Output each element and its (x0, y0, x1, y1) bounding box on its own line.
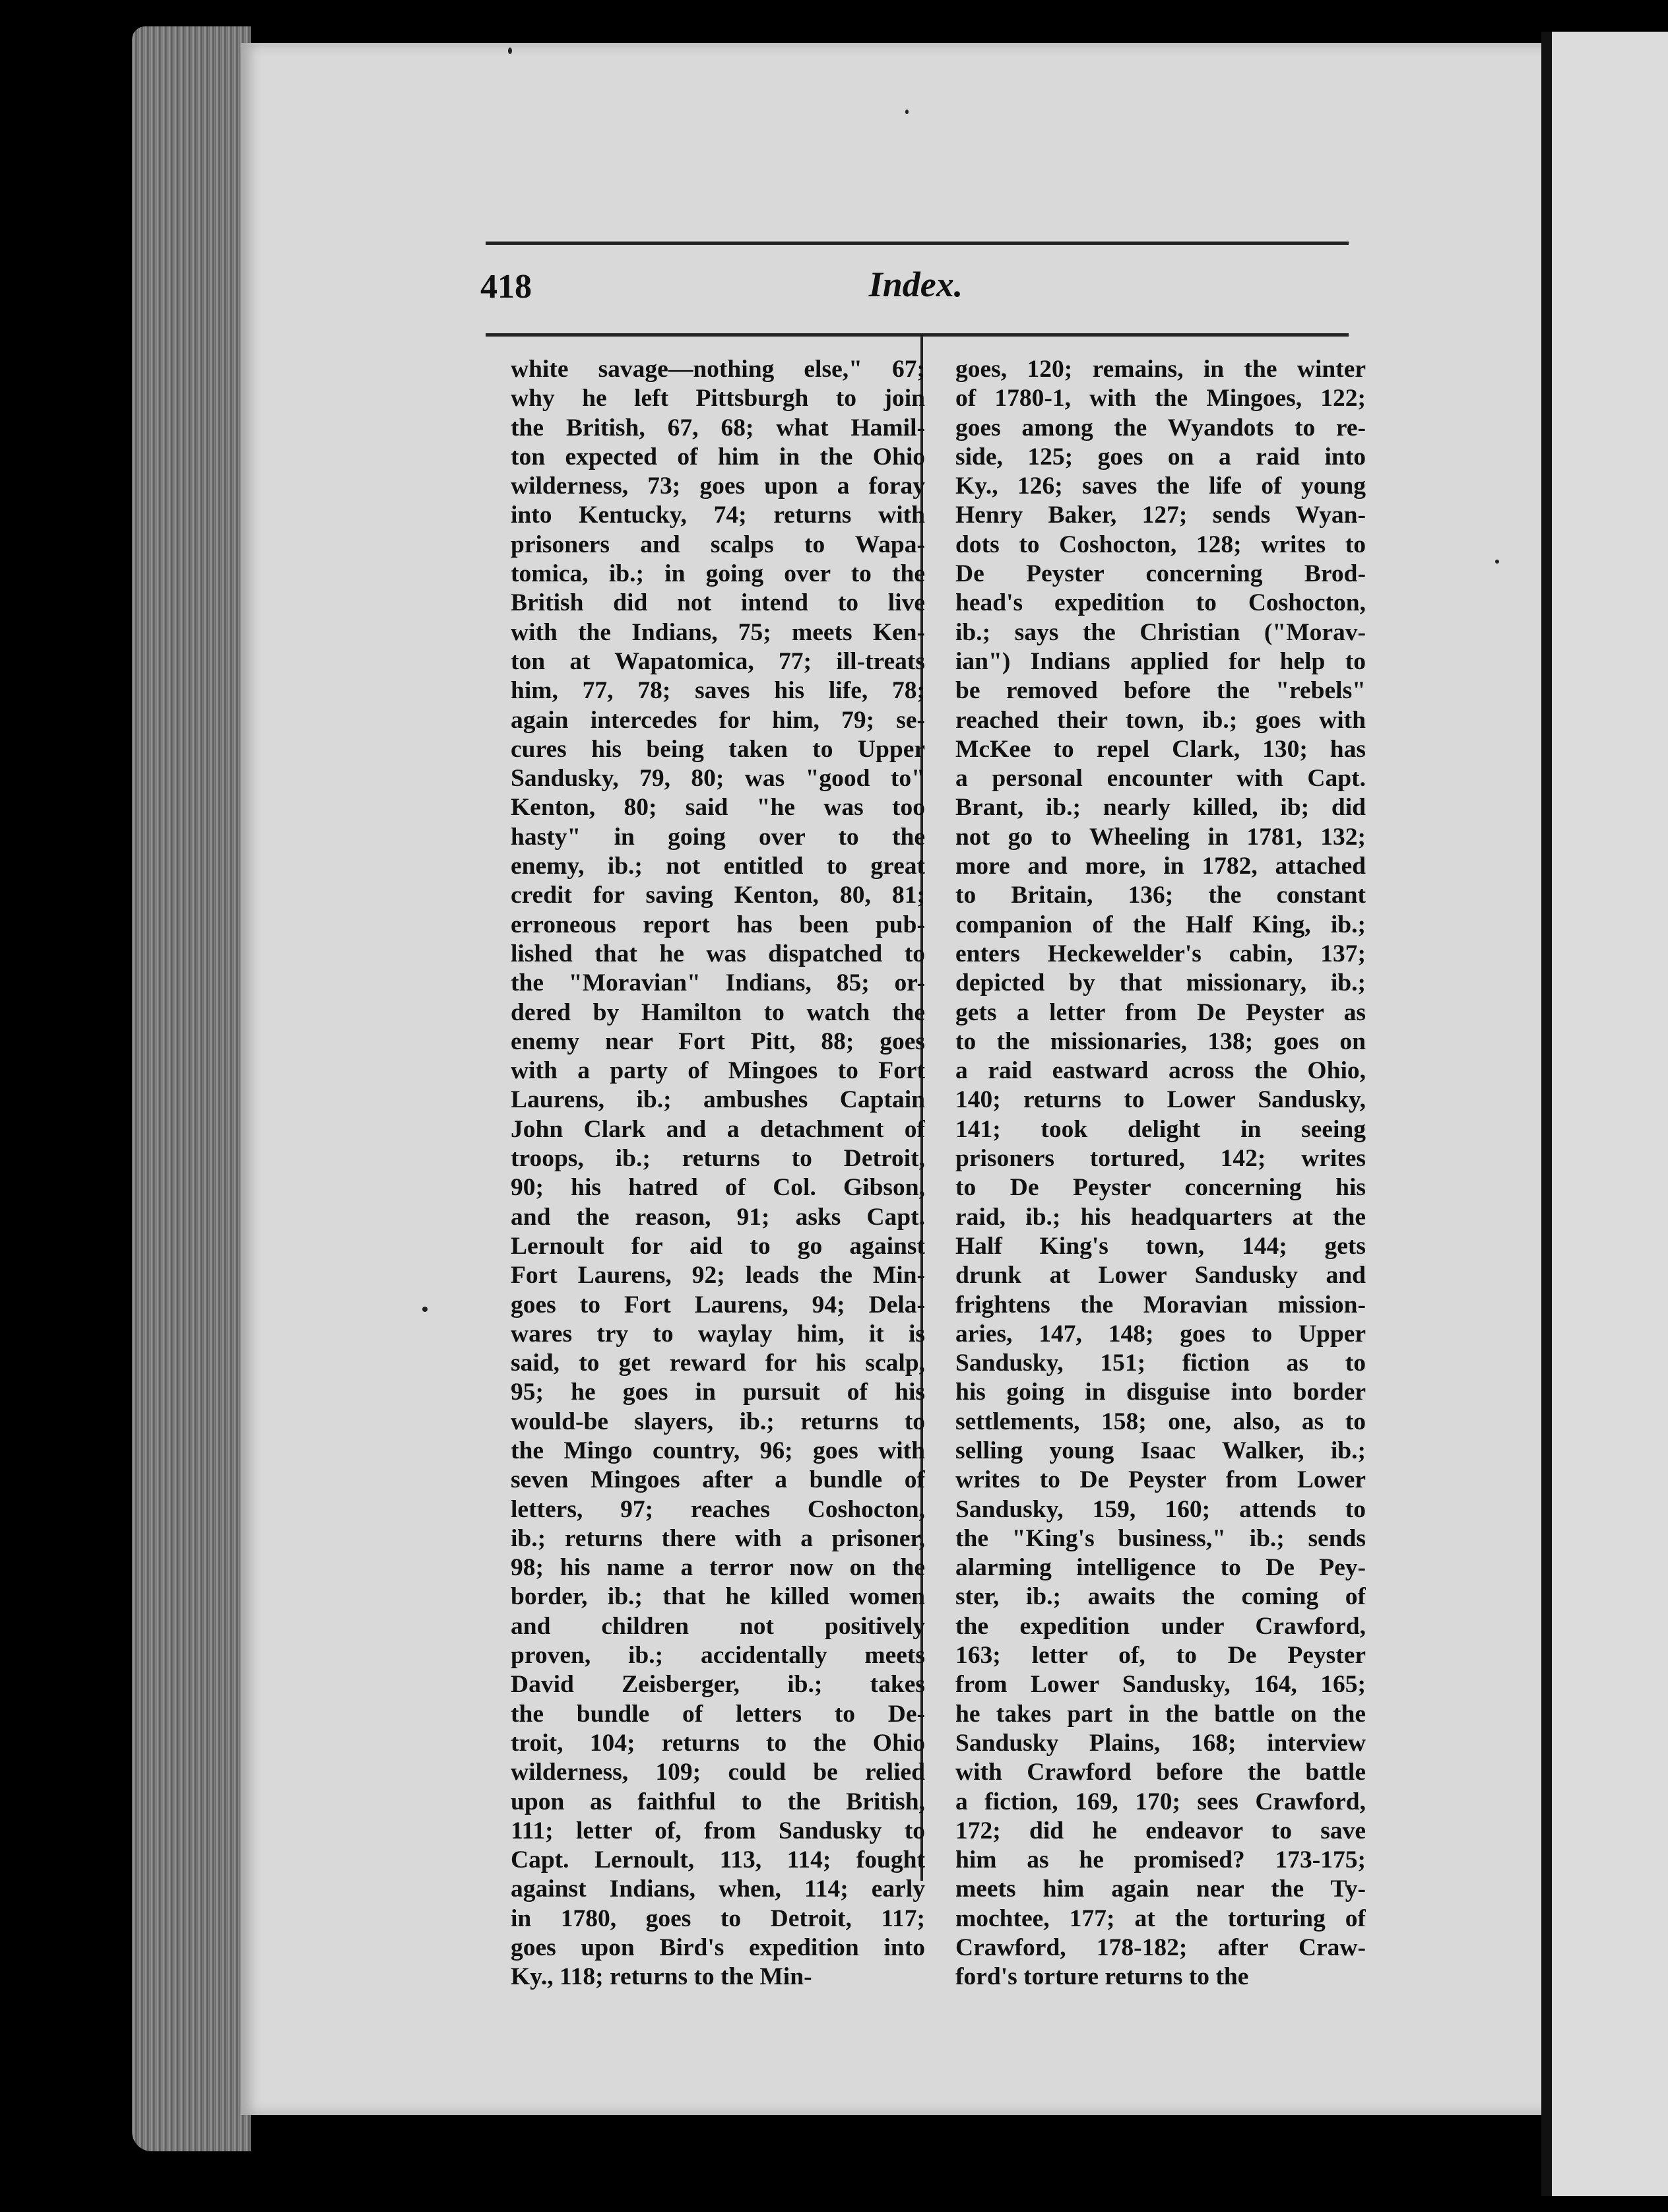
index-line: Capt. Lernoult, 113, 114; fought (511, 1846, 925, 1874)
print-speck (905, 110, 909, 114)
index-line: from Lower Sandusky, 164, 165; (955, 1671, 1366, 1699)
book-page-edges (132, 26, 251, 2151)
index-column-left (511, 355, 925, 1992)
index-line: Ky., 126; saves the life of young (955, 472, 1366, 500)
index-line: goes among the Wyandots to re- (955, 414, 1366, 441)
index-line: ster, ib.; awaits the coming of (955, 1583, 1366, 1611)
index-line: wares try to waylay him, it is (511, 1320, 925, 1348)
index-line: to Britain, 136; the constant (955, 882, 1366, 909)
index-line: meets him again near the Ty- (955, 1875, 1366, 1903)
index-line: he takes part in the battle on the (955, 1700, 1366, 1728)
index-line: John Clark and a detachment of (511, 1115, 925, 1143)
index-line: a raid eastward across the Ohio, (955, 1057, 1366, 1085)
index-line: border, ib.; that he killed women (511, 1583, 925, 1611)
index-line: against Indians, when, 114; early (511, 1875, 925, 1903)
index-line: drunk at Lower Sandusky and (955, 1262, 1366, 1289)
index-line: a fiction, 169, 170; sees Crawford, (955, 1788, 1366, 1815)
index-line: upon as faithful to the British, (511, 1788, 925, 1815)
index-line: 140; returns to Lower Sandusky, (955, 1086, 1366, 1114)
index-line: mochtee, 177; at the torturing of (955, 1904, 1366, 1932)
index-line: settlements, 158; one, also, as to (955, 1408, 1366, 1435)
print-speck (508, 48, 512, 54)
index-line: a personal encounter with Capt. (955, 765, 1366, 793)
index-line: hasty" in going over to the (511, 823, 925, 851)
adjacent-page (1552, 32, 1668, 2196)
index-line: side, 125; goes on a raid into (955, 443, 1366, 471)
index-line: McKee to repel Clark, 130; has (955, 735, 1366, 763)
index-line: wilderness, 109; could be relied (511, 1759, 925, 1786)
index-line: 95; he goes in pursuit of his (511, 1379, 925, 1406)
header-top-rule (486, 242, 1349, 245)
index-line: depicted by that missionary, ib.; (955, 969, 1366, 997)
index-line: the "King's business," ib.; sends (955, 1524, 1366, 1552)
index-line: reached their town, ib.; goes with (955, 706, 1366, 734)
index-line: to the missionaries, 138; goes on (955, 1027, 1366, 1055)
index-line: Kenton, 80; said "he was too (511, 794, 925, 822)
page-number: 418 (480, 268, 532, 306)
index-line: Sandusky, 79, 80; was "good to" (511, 765, 925, 793)
index-line: of 1780-1, with the Mingoes, 122; (955, 385, 1366, 412)
index-line: head's expedition to Coshocton, (955, 589, 1366, 617)
index-line: prisoners tortured, 142; writes (955, 1145, 1366, 1173)
print-speck (422, 1307, 428, 1312)
running-head: Index. (868, 265, 963, 304)
index-line: ib.; says the Christian ("Morav- (955, 618, 1366, 646)
index-line: goes to Fort Laurens, 94; Dela- (511, 1291, 925, 1318)
index-line: alarming intelligence to De Pey- (955, 1554, 1366, 1582)
index-line: Sandusky, 159, 160; attends to (955, 1495, 1366, 1523)
index-line: dered by Hamilton to watch the (511, 998, 925, 1026)
index-line: with a party of Mingoes to Fort (511, 1057, 925, 1085)
index-line: in 1780, goes to Detroit, 117; (511, 1904, 925, 1932)
index-line: and the reason, 91; asks Capt. (511, 1203, 925, 1231)
index-line: his going in disguise into border (955, 1379, 1366, 1406)
index-line: Brant, ib.; nearly killed, ib; did (955, 794, 1366, 822)
index-line: into Kentucky, 74; returns with (511, 502, 925, 529)
index-line: the expedition under Crawford, (955, 1612, 1366, 1640)
index-line: ib.; returns there with a prisoner, (511, 1524, 925, 1552)
index-line: gets a letter from De Peyster as (955, 998, 1366, 1026)
index-line: said, to get reward for his scalp, (511, 1350, 925, 1377)
index-line: white savage—nothing else," 67; (511, 356, 925, 383)
index-line: Fort Laurens, 92; leads the Min- (511, 1262, 925, 1289)
index-line: erroneous report has been pub- (511, 911, 925, 938)
index-line: Laurens, ib.; ambushes Captain (511, 1086, 925, 1114)
index-line: Lernoult for aid to go against (511, 1232, 925, 1260)
index-line: the Mingo country, 96; goes with (511, 1437, 925, 1464)
index-line: writes to De Peyster from Lower (955, 1466, 1366, 1494)
index-line: Sandusky, 151; fiction as to (955, 1350, 1366, 1377)
index-line: troops, ib.; returns to Detroit, (511, 1145, 925, 1173)
index-column-right (955, 355, 1366, 1992)
index-line: not go to Wheeling in 1781, 132; (955, 823, 1366, 851)
index-line: him, 77, 78; saves his life, 78; (511, 677, 925, 705)
index-line: troit, 104; returns to the Ohio (511, 1729, 925, 1757)
index-line: with the Indians, 75; meets Ken- (511, 618, 925, 646)
index-line: goes, 120; remains, in the winter (955, 356, 1366, 383)
index-line: him as he promised? 173-175; (955, 1846, 1366, 1874)
index-line: enters Heckewelder's cabin, 137; (955, 940, 1366, 967)
index-line: 141; took delight in seeing (955, 1115, 1366, 1143)
index-line: would-be slayers, ib.; returns to (511, 1408, 925, 1435)
index-line: seven Mingoes after a bundle of (511, 1466, 925, 1494)
index-line: 98; his name a terror now on the (511, 1554, 925, 1582)
index-line: 111; letter of, from Sandusky to (511, 1817, 925, 1844)
index-line: aries, 147, 148; goes to Upper (955, 1320, 1366, 1348)
index-line: companion of the Half King, ib.; (955, 911, 1366, 938)
index-line: Crawford, 178-182; after Craw- (955, 1934, 1366, 1962)
index-line: goes upon Bird's expedition into (511, 1934, 925, 1962)
index-line: prisoners and scalps to Wapa- (511, 531, 925, 558)
index-line: raid, ib.; his headquarters at the (955, 1203, 1366, 1231)
index-line: why he left Pittsburgh to join (511, 385, 925, 412)
index-line: again intercedes for him, 79; se- (511, 706, 925, 734)
print-speck (1495, 560, 1499, 564)
index-line: and children not positively (511, 1612, 925, 1640)
index-line: proven, ib.; accidentally meets (511, 1642, 925, 1670)
index-line: lished that he was dispatched to (511, 940, 925, 967)
index-line: with Crawford before the battle (955, 1759, 1366, 1786)
index-line: dots to Coshocton, 128; writes to (955, 531, 1366, 558)
index-line: 90; his hatred of Col. Gibson, (511, 1174, 925, 1202)
index-line: be removed before the "rebels" (955, 677, 1366, 705)
index-line: David Zeisberger, ib.; takes (511, 1671, 925, 1699)
index-line: British did not intend to live (511, 589, 925, 617)
index-line: the British, 67, 68; what Hamil- (511, 414, 925, 441)
index-line: ton expected of him in the Ohio (511, 443, 925, 471)
index-line: ton at Wapatomica, 77; ill-treats (511, 647, 925, 675)
index-line: ford's torture returns to the (955, 1963, 1249, 1991)
index-line: enemy near Fort Pitt, 88; goes (511, 1027, 925, 1055)
index-line: ian") Indians applied for help to (955, 647, 1366, 675)
index-line: 172; did he endeavor to save (955, 1817, 1366, 1844)
index-line: Ky., 118; returns to the Min- (511, 1963, 812, 1991)
index-line: the bundle of letters to De- (511, 1700, 925, 1728)
index-line: cures his being taken to Upper (511, 735, 925, 763)
index-line: frightens the Moravian mission- (955, 1291, 1366, 1318)
header-bottom-rule (486, 333, 1349, 337)
index-line: letters, 97; reaches Coshocton, (511, 1495, 925, 1523)
index-line: to De Peyster concerning his (955, 1174, 1366, 1202)
index-line: tomica, ib.; in going over to the (511, 560, 925, 588)
index-line: enemy, ib.; not entitled to great (511, 853, 925, 880)
index-line: selling young Isaac Walker, ib.; (955, 1437, 1366, 1464)
index-line: wilderness, 73; goes upon a foray (511, 472, 925, 500)
index-line: Half King's town, 144; gets (955, 1232, 1366, 1260)
index-line: the "Moravian" Indians, 85; or- (511, 969, 925, 997)
index-line: 163; letter of, to De Peyster (955, 1642, 1366, 1670)
index-line: credit for saving Kenton, 80, 81; (511, 882, 925, 909)
index-line: more and more, in 1782, attached (955, 853, 1366, 880)
index-line: Sandusky Plains, 168; interview (955, 1729, 1366, 1757)
index-line: Henry Baker, 127; sends Wyan- (955, 502, 1366, 529)
index-line: De Peyster concerning Brod- (955, 560, 1366, 588)
